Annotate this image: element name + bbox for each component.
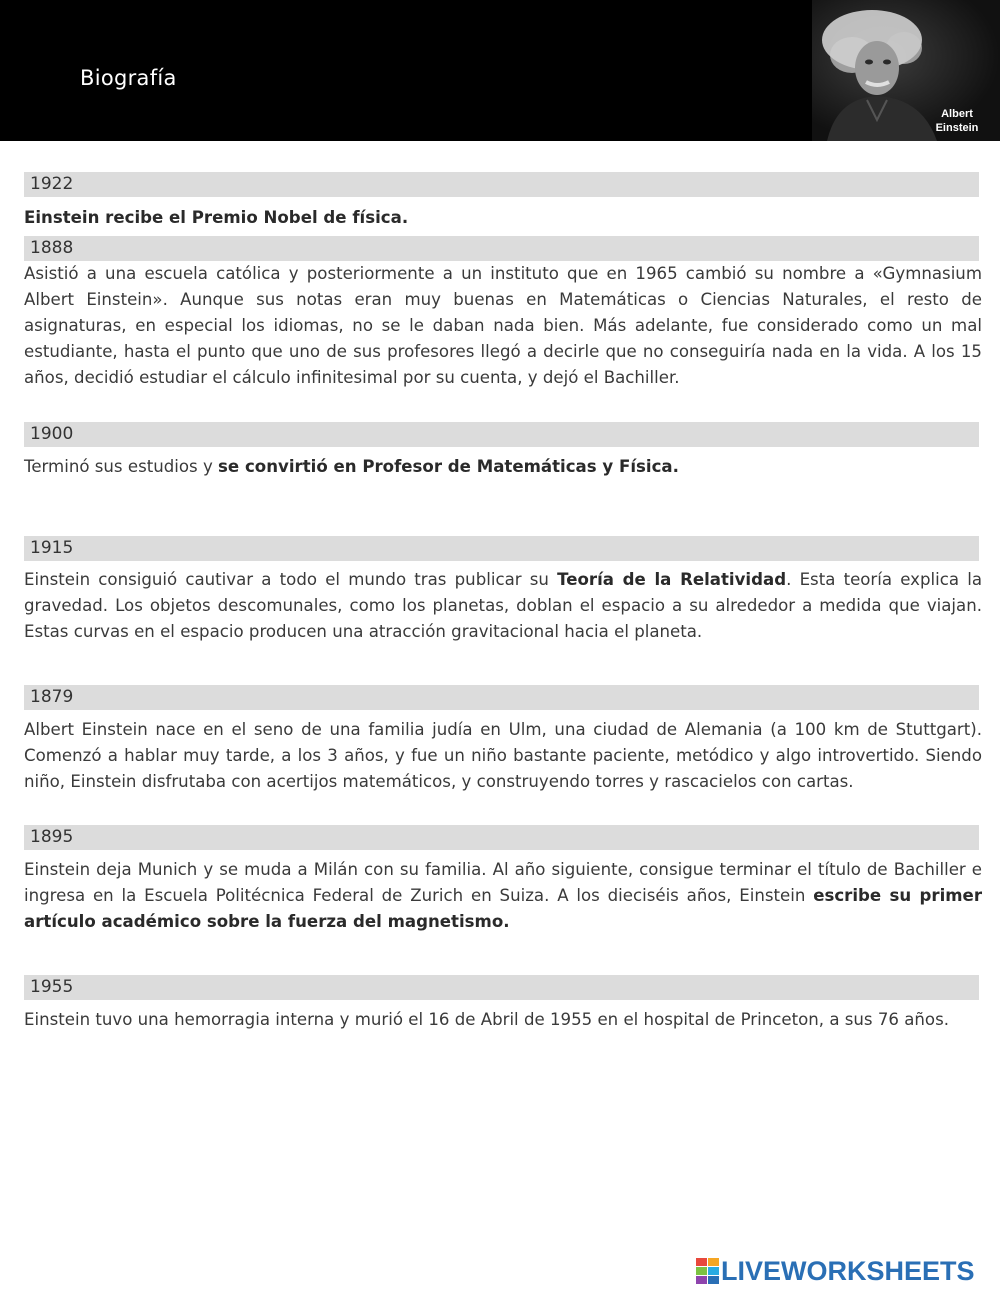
logo-block: [708, 1267, 719, 1275]
logo-text: LIVEWORKSHEETS: [721, 1255, 975, 1286]
logo-block: [696, 1267, 707, 1275]
text-run-bold: Teoría de la Relatividad: [557, 570, 787, 589]
year-label: 1879: [30, 687, 74, 707]
einstein-portrait: [812, 0, 1000, 141]
liveworksheets-logo[interactable]: [696, 1255, 975, 1287]
year-label: 1888: [30, 238, 74, 258]
text-run: Einstein consiguió cautivar a todo el mundo tras publicar su: [24, 570, 558, 589]
entry-text: [24, 205, 982, 231]
year-bar: [24, 172, 979, 197]
text-run-bold: escribe su primer artículo académico sobre la fuerza del magnetismo.: [24, 886, 982, 931]
logo-block: [696, 1276, 707, 1284]
entry-text: [24, 454, 982, 480]
year-bar: [24, 975, 979, 1000]
year-bar: [24, 685, 979, 710]
portrait-caption: [922, 107, 992, 135]
entry-text: [24, 261, 982, 391]
entry-text: [24, 717, 982, 795]
year-bar: [24, 236, 979, 261]
year-bar: [24, 422, 979, 447]
year-label: 1895: [30, 827, 74, 847]
text-run: . Esta teoría explica la gravedad. Los objetos descomunales, como los planetas, doblan el espacio a su alrededor a medida que viajan. Estas curvas en el espacio producen una atracción gravitacional hacia el planeta.: [24, 570, 982, 641]
text-run: Einstein tuvo una hemorragia interna y murió el 16 de Abril de 1955 en el hospital de Princeton, a sus 76 años.: [24, 1010, 949, 1029]
entry-text: [24, 857, 982, 935]
text-run-bold: se convirtió en Profesor de Matemáticas y Física.: [218, 457, 679, 476]
text-run: Asistió a una escuela católica y posteriormente a un instituto que en 1965 cambió su nombre a «Gymnasium Albert Einstein». Aunque sus notas eran muy buenas en Matemáticas o Ciencias Naturales, el resto de asignaturas, en especial los idiomas, no se le daban nada bien. Más adelante, fue considerado como un mal estudiante, hasta el punto que uno de sus profesores llegó a decirle que no conseguiría nada en la vida. A los 15 años, decidió estudiar el cálculo infinitesimal por su cuenta, y dejó el Bachiller.: [24, 264, 982, 387]
year-label: 1955: [30, 977, 74, 997]
year-label: 1900: [30, 424, 74, 444]
year-bar: [24, 825, 979, 850]
logo-block: [696, 1258, 707, 1266]
year-bar: [24, 536, 979, 561]
text-run: Einstein deja Munich y se muda a Milán con su familia. Al año siguiente, consigue terminar el título de Bachiller e ingresa en la Escuela Politécnica Federal de Zurich en Suiza. A los dieciséis años, Einstein: [24, 860, 982, 905]
text-run: Terminó sus estudios y: [24, 457, 219, 476]
entry-text: [24, 567, 982, 645]
text-run: Albert Einstein nace en el seno de una familia judía en Ulm, una ciudad de Alemania (a 100 km de Stuttgart). Comenzó a hablar muy tarde, a los 3 años, y fue un niño bastante paciente, metódico y algo introvertido. Siendo niño, Einstein disfrutaba con acertijos matemáticos, y construyendo torres y rascacielos con cartas.: [24, 720, 982, 791]
header-banner: [0, 0, 812, 141]
logo-block: [708, 1258, 719, 1266]
caption-line-2: Einstein: [935, 122, 979, 134]
page-title: Biografía: [80, 66, 177, 90]
year-label: 1915: [30, 538, 74, 558]
entry-text: [24, 1007, 982, 1033]
logo-icon: [696, 1258, 719, 1284]
logo-block: [708, 1276, 719, 1284]
year-label: 1922: [30, 174, 74, 194]
text-run: Einstein recibe el Premio Nobel de física.: [24, 208, 409, 227]
caption-line-1: Albert: [941, 108, 973, 120]
